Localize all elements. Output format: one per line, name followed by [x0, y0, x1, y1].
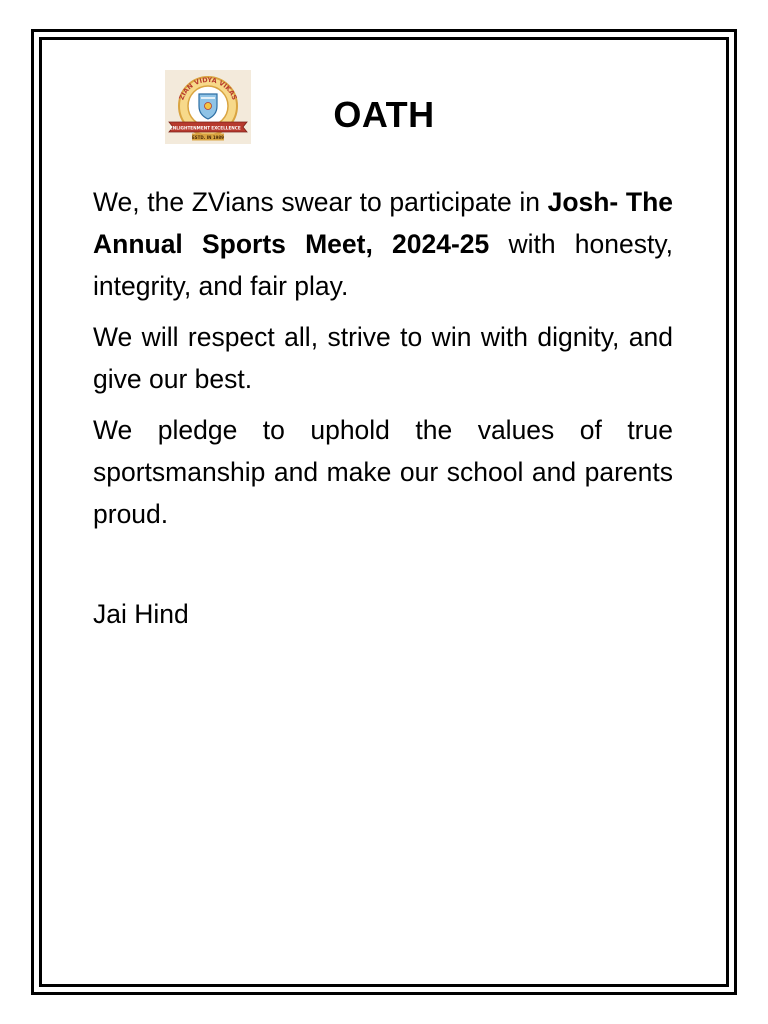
logo-motto-right: EXCELLENCE [211, 125, 241, 131]
logo-arc-text: ZIAN VIDYA VIKAS [177, 75, 239, 102]
logo-motto-left: ENLIGHTENMENT [169, 125, 211, 131]
oath-paragraph-2: We will respect all, strive to win with dignity, and give our best. [93, 322, 673, 394]
oath-paragraph-3: We pledge to uphold the values of true sportsmanship and make our school and parents proud. [93, 415, 673, 529]
oath-paragraph-1-intro: We, the ZVians swear to participate in [93, 187, 548, 217]
logo-established-text: ESTD. IN 1989 [192, 134, 224, 140]
oath-body [93, 181, 673, 644]
school-logo-emblem [165, 70, 251, 144]
page-title: OATH [333, 94, 435, 135]
school-logo [165, 70, 251, 144]
oath-closing: Jai Hind [93, 599, 189, 629]
oath-paragraph-1-end: with honesty, integrity, and fair play. [93, 229, 673, 301]
oath-paragraph-1 [93, 181, 673, 307]
logo-shield-sun [205, 103, 212, 110]
oath-event-name: Josh- The Annual Sports Meet, 2024-25 [93, 187, 673, 259]
